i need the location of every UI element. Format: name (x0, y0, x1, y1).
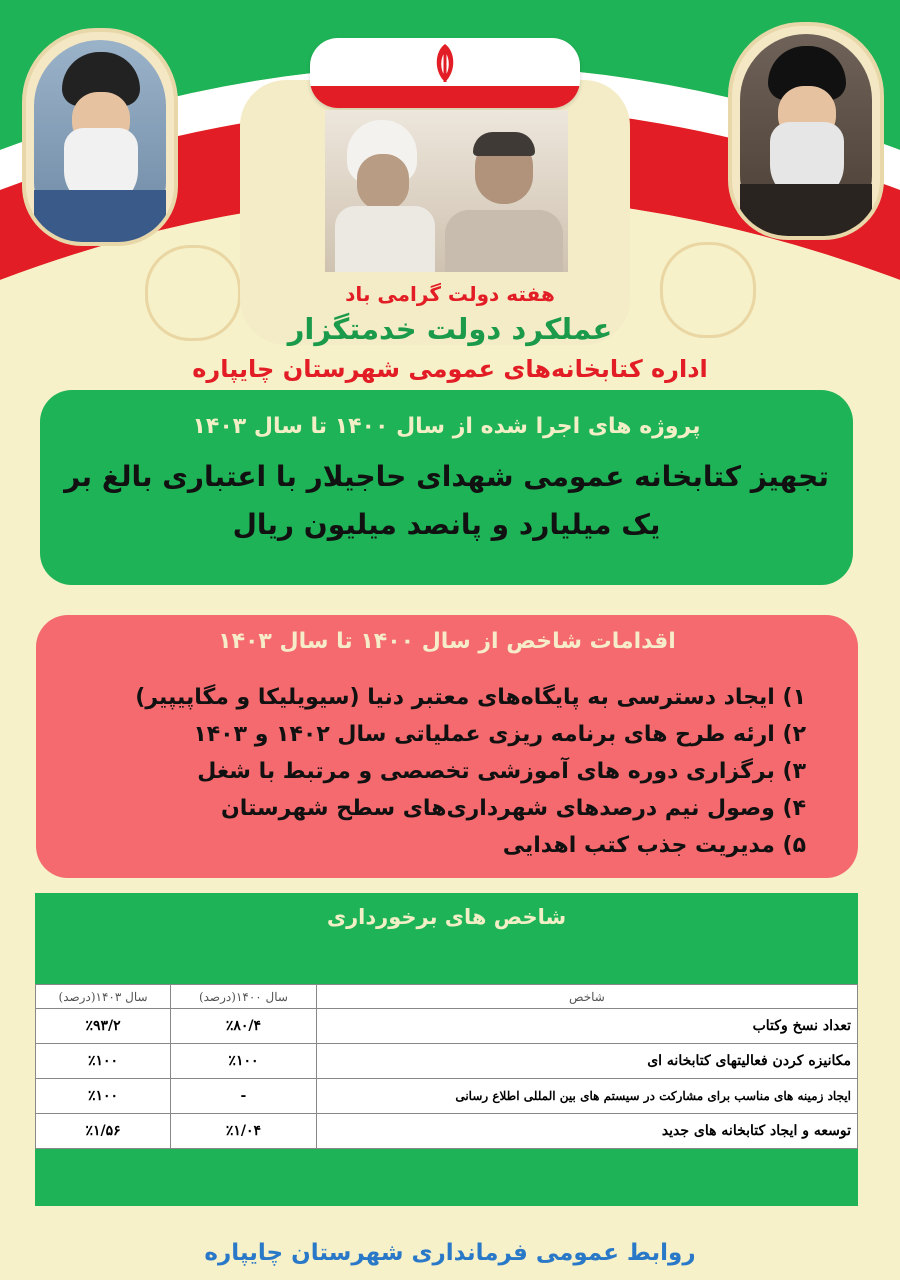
table-row (36, 1044, 858, 1079)
page-title: عملکرد دولت خدمتگزار (287, 312, 613, 346)
indicators-heading: شاخص های برخورداری (326, 905, 567, 929)
table-cell: ٪۱/۵۶ (36, 1114, 171, 1149)
table-cell: ٪۱۰۰ (36, 1079, 171, 1114)
table-cell: - (171, 1079, 317, 1114)
list-item: ۵) مدیریت جذب کتب اهدایی (502, 833, 806, 858)
table-row (36, 1009, 858, 1044)
table-cell: ٪۱۰۰ (36, 1044, 171, 1079)
indicators-table (35, 984, 858, 1149)
column-header: سال ۱۴۰۳(درصد) (36, 985, 171, 1009)
list-item: ۲) ارئه طرح های برنامه ریزی عملیاتی سال ۱۴۰۲ و ۱۴۰۳ (193, 722, 806, 747)
portrait-left-image (22, 28, 178, 246)
table-cell: ٪۹۳/۲ (36, 1009, 171, 1044)
table-cell: ٪۱/۰۴ (171, 1114, 317, 1149)
greeting-text: هفته دولت گرامی باد (345, 282, 555, 306)
projects-heading: پروژه های اجرا شده از سال ۱۴۰۰ تا سال ۱۴۰۳ (192, 414, 701, 439)
organization-name: اداره کتابخانه‌های عمومی شهرستان چایپاره (192, 355, 708, 383)
indicators-box (35, 893, 858, 1206)
column-header: شاخص (316, 985, 857, 1009)
table-cell: ایجاد زمینه های مناسب برای مشارکت در سیستم های بین المللی اطلاع رسانی (316, 1079, 857, 1114)
actions-heading: اقدامات شاخص از سال ۱۴۰۰ تا سال ۱۴۰۳ (218, 629, 676, 654)
martyrs-photo (325, 110, 568, 272)
table-cell: تعداد نسخ وکتاب (316, 1009, 857, 1044)
footer-credit: روابط عمومی فرمانداری شهرستان چایپاره (204, 1240, 696, 1266)
header-banner (0, 0, 900, 395)
list-item: ۴) وصول نیم درصدهای شهرداری‌های سطح شهرستان (221, 796, 806, 821)
projects-line-1: تجهیز کتابخانه عمومی شهدای حاجیلار با اعتباری بالغ بر (64, 460, 829, 493)
table-cell: ٪۸۰/۴ (171, 1009, 317, 1044)
list-item: ۱) ایجاد دسترسی به پایگاه‌های معتبر دنیا (سیویلیکا و مگاپیپیر) (135, 685, 806, 710)
flag-emblem-icon (310, 38, 580, 88)
table-cell: ٪۱۰۰ (171, 1044, 317, 1079)
table-header-row (36, 985, 858, 1009)
actions-list (66, 679, 806, 864)
table-cell: توسعه و ایجاد کتابخانه های جدید (316, 1114, 857, 1149)
list-item: ۳) برگزاری دوره های آموزشی تخصصی و مرتبط با شغل (197, 759, 806, 784)
column-header: سال ۱۴۰۰(درصد) (171, 985, 317, 1009)
projects-box (40, 390, 853, 585)
actions-box (36, 615, 858, 878)
iran-flag (310, 38, 580, 108)
table-cell: مکانیزه کردن فعالیتهای کتابخانه ای (316, 1044, 857, 1079)
table-row (36, 1079, 858, 1114)
portrait-right-image (728, 22, 884, 240)
projects-line-2: یک میلیارد و پانصد میلیون ریال (232, 508, 661, 541)
table-row (36, 1114, 858, 1149)
